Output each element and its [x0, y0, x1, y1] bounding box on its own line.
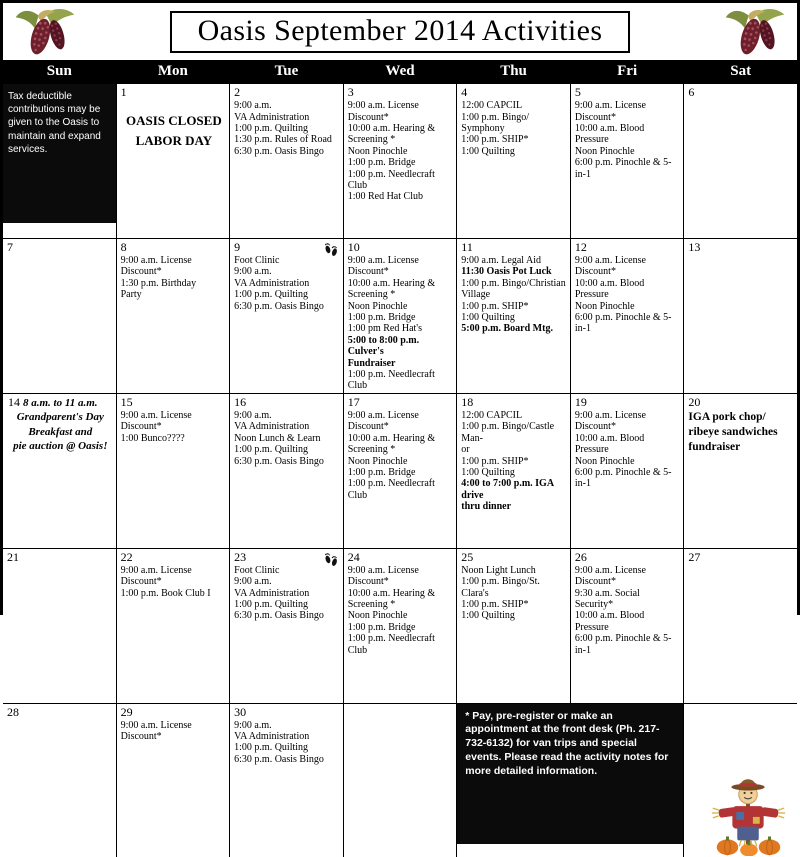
event-line: 12:00 CAPCIL [461, 100, 568, 111]
event-line: Security* [575, 599, 682, 610]
date-number: 26 [575, 551, 682, 564]
event-line: 1:00 Bunco???? [121, 433, 228, 444]
event-line: 6:00 p.m. Pinochle & 5-in-1 [575, 157, 682, 180]
event-line: 1:00 Quilting [461, 610, 568, 621]
registration-note-cell-box [457, 704, 683, 845]
event-line: Foot Clinic [234, 565, 341, 576]
event-line: Discount* [121, 576, 228, 587]
event-line: 9:00 a.m. License Discount* [348, 255, 455, 278]
date-number: 29 [121, 706, 228, 719]
event-line: 12:00 CAPCIL [461, 410, 568, 421]
event-line: 1:00 p.m. Needlecraft Club [348, 169, 455, 192]
event-line: Village [461, 289, 568, 300]
event-line: 9:00 a.m. License [575, 410, 682, 421]
calendar-cell-10 [344, 239, 457, 393]
calendar-cell-25 [457, 549, 570, 703]
event-line: Noon Pinochle [575, 456, 682, 467]
event-line: 9:00 a.m. License [121, 410, 228, 421]
event-line: 1:00 p.m. Quilting [234, 289, 341, 300]
event-line: LABOR DAY [121, 131, 228, 151]
event-line: VA Administration [234, 112, 341, 123]
event-line: 5:00 to 8:00 p.m. Culver's [348, 335, 455, 358]
calendar-cell-21 [3, 549, 116, 703]
event-line: ribeye sandwiches [688, 425, 795, 440]
event-line: Pressure [575, 289, 682, 300]
event-line: Fundraiser [348, 358, 455, 369]
footprints-icon [322, 241, 340, 262]
date-number: 28 [7, 706, 114, 719]
event-line: Breakfast and [7, 425, 114, 440]
event-line: 1:00 p.m. Needlecraft Club [348, 633, 455, 656]
date-number: 11 [461, 241, 568, 254]
event-line: Symphony [461, 123, 568, 134]
weekday-header-wed: Wed [344, 60, 457, 83]
event-line: 1:00 Quilting [461, 312, 568, 323]
date-number: 9 [234, 241, 341, 254]
event-line: 5:00 p.m. Board Mtg. [461, 323, 568, 334]
event-line: Screening * [348, 599, 455, 610]
event-line: Pressure [575, 622, 682, 633]
event-line: 1:00 p.m. SHIP* [461, 599, 568, 610]
event-line: 1:00 p.m. Book Club I [121, 588, 228, 599]
event-line: Noon Pinochle [575, 146, 682, 157]
date-number: 30 [234, 706, 341, 719]
weekday-header-sun: Sun [3, 60, 116, 83]
event-line: 6:30 p.m. Oasis Bingo [234, 456, 341, 467]
event-line: 1:00 p.m. Bingo/Castle Man- [461, 421, 568, 444]
date-number: 3 [348, 86, 455, 99]
calendar-cell-5 [571, 84, 684, 238]
event-line: 1:00 p.m. Quilting [234, 742, 341, 753]
event-line: 10:00 a.m. Blood [575, 433, 682, 444]
event-line: 10:00 a.m. Hearing & [348, 123, 455, 134]
event-line: 1:00 pm Red Hat's [348, 323, 455, 334]
event-line: 1:30 p.m. Birthday [121, 278, 228, 289]
event-line: 1:00 Red Hat Club [348, 191, 455, 202]
event-line: Foot Clinic [234, 255, 341, 266]
calendar-cell-9 [230, 239, 343, 393]
calendar-cell-8 [117, 239, 230, 393]
event-line: 6:00 p.m. Pinochle & 5-in-1 [575, 467, 682, 490]
date-number: 7 [7, 241, 114, 254]
date-number: 25 [461, 551, 568, 564]
event-line: 1:00 p.m. Bridge [348, 157, 455, 168]
date-number: 15 [121, 396, 228, 409]
event-line: 9:00 a.m. License [575, 565, 682, 576]
event-line: * Pay, pre-register or make an appointment at the front desk (Ph. 217-732-6132) for van trips and special events. Please read the activity notes for more detailed information. [465, 710, 675, 779]
date-number: 18 [461, 396, 568, 409]
event-line: VA Administration [234, 278, 341, 289]
event-line: VA Administration [234, 731, 341, 742]
event-line: 9:00 a.m. [234, 410, 341, 421]
calendar-cell-11 [457, 239, 570, 393]
event-line: Noon Pinochle [348, 301, 455, 312]
registration-note-cell [457, 704, 683, 857]
date-number: 10 [348, 241, 455, 254]
date-number: 21 [7, 551, 114, 564]
event-line: 1:00 Quilting [461, 146, 568, 157]
event-line: 10:00 a.m. Hearing & Screening * [348, 278, 455, 301]
calendar-cell-12 [571, 239, 684, 393]
calendar-cell-22 [117, 549, 230, 703]
date-number: 20 [688, 396, 795, 409]
event-line: 1:00 p.m. Quilting [234, 123, 341, 134]
tax-note-cell-box [3, 84, 116, 223]
calendar-cell-4 [457, 84, 570, 238]
scarecrow-cell [684, 704, 797, 857]
date-number: 2 [234, 86, 341, 99]
event-line: 9:00 a.m. License [121, 720, 228, 731]
calendar-cell-16 [230, 394, 343, 548]
event-line: 6:30 p.m. Oasis Bingo [234, 754, 341, 765]
event-line: Party [121, 289, 228, 300]
event-line: 9:00 a.m. License Discount* [348, 565, 455, 588]
calendar-cell-3 [344, 84, 457, 238]
event-line: Grandparent's Day [7, 410, 114, 425]
event-line: Discount* [575, 112, 682, 123]
event-line: 9:00 a.m. [234, 720, 341, 731]
calendar-cell-2 [230, 84, 343, 238]
event-line: Discount* [121, 421, 228, 432]
date-number: 13 [688, 241, 795, 254]
page-title: Oasis September 2014 Activities [198, 14, 603, 48]
event-line: Discount* [575, 421, 682, 432]
weekday-header-fri: Fri [571, 60, 684, 83]
event-line: Noon Pinochle [575, 301, 682, 312]
event-line: IGA pork chop/ [688, 410, 795, 425]
event-line: 9:00 a.m. License [121, 255, 228, 266]
calendar-cell-20 [684, 394, 797, 548]
date-number: 12 [575, 241, 682, 254]
event-line: 1:00 Quilting [461, 467, 568, 478]
event-line: 9:30 a.m. Social [575, 588, 682, 599]
event-line: 1:00 p.m. SHIP* [461, 456, 568, 467]
event-line: OASIS CLOSED [121, 111, 228, 131]
event-line: Noon Pinochle [348, 146, 455, 157]
weekday-header-mon: Mon [117, 60, 230, 83]
event-line: 1:00 p.m. Bingo/ [461, 112, 568, 123]
event-line: Noon Light Lunch [461, 565, 568, 576]
date-number: 27 [688, 551, 795, 564]
event-line: 1:00 p.m. Quilting [234, 444, 341, 455]
event-line: 10:00 a.m. Hearing & [348, 588, 455, 599]
event-line: 9:00 a.m. License Discount* [348, 100, 455, 123]
event-line: Tax deductible contributions may be given to the Oasis to maintain and expand services. [8, 90, 111, 156]
calendar-cell-23 [230, 549, 343, 703]
event-line: 1:00 p.m. Needlecraft Club [348, 369, 455, 392]
event-line: Discount* [121, 266, 228, 277]
event-line: 9:00 a.m. Legal Aid [461, 255, 568, 266]
event-line: Screening * [348, 134, 455, 145]
event-line: VA Administration [234, 588, 341, 599]
event-line: 8 a.m. to 11 a.m. [7, 396, 114, 411]
calendar-cell-17 [344, 394, 457, 548]
event-line: or [461, 444, 568, 455]
calendar-cell [344, 704, 457, 857]
event-line: fundraiser [688, 440, 795, 455]
date-number: 22 [121, 551, 228, 564]
footprints-icon [322, 551, 340, 572]
event-line: 11:30 Oasis Pot Luck [461, 266, 568, 277]
corn-icon [13, 6, 77, 63]
date-number: 17 [348, 396, 455, 409]
event-line: 1:00 p.m. SHIP* [461, 134, 568, 145]
calendar-cell-26 [571, 549, 684, 703]
event-line: Noon Lunch & Learn [234, 433, 341, 444]
tax-note-cell [3, 84, 116, 238]
event-line: thru dinner [461, 501, 568, 512]
event-line: 1:00 p.m. Bingo/Christian [461, 278, 568, 289]
calendar-grid [3, 60, 797, 857]
event-line: 9:00 a.m. License [121, 565, 228, 576]
event-line: 4:00 to 7:00 p.m. IGA drive [461, 478, 568, 501]
date-number: 8 [121, 241, 228, 254]
event-line: 10:00 a.m. Blood [575, 278, 682, 289]
title-bar [3, 3, 797, 60]
event-line: 1:00 p.m. Quilting [234, 599, 341, 610]
event-line: Discount* [575, 266, 682, 277]
event-line: 10:00 a.m. Blood [575, 123, 682, 134]
event-line: Noon Pinochle [348, 610, 455, 621]
calendar-cell-14 [3, 394, 116, 548]
date-number: 24 [348, 551, 455, 564]
event-line: 6:30 p.m. Oasis Bingo [234, 610, 341, 621]
event-line: Discount* [575, 576, 682, 587]
event-line: Noon Pinochle [348, 456, 455, 467]
calendar-cell-27 [684, 549, 797, 703]
date-number: 19 [575, 396, 682, 409]
event-line: 1:00 p.m. Bridge [348, 467, 455, 478]
calendar-cell-28 [3, 704, 116, 857]
event-line: 9:00 a.m. [234, 576, 341, 587]
event-line: Clara's [461, 588, 568, 599]
event-line: 9:00 a.m. License [575, 255, 682, 266]
event-line: Pressure [575, 134, 682, 145]
calendar-cell-7 [3, 239, 116, 393]
calendar-cell-30 [230, 704, 343, 857]
date-number: 16 [234, 396, 341, 409]
weekday-header-thu: Thu [457, 60, 570, 83]
calendar-cell-15 [117, 394, 230, 548]
event-line: Screening * [348, 444, 455, 455]
event-line: 9:00 a.m. [234, 266, 341, 277]
calendar-cell-6 [684, 84, 797, 238]
event-line: 9:00 a.m. License Discount* [348, 410, 455, 433]
event-line: 1:00 p.m. SHIP* [461, 301, 568, 312]
event-line: 6:00 p.m. Pinochle & 5-in-1 [575, 312, 682, 335]
event-line: 10:00 a.m. Hearing & [348, 433, 455, 444]
event-line: VA Administration [234, 421, 341, 432]
scarecrow-icon [701, 770, 796, 856]
weekday-header-tue: Tue [230, 60, 343, 83]
date-number: 4 [461, 86, 568, 99]
event-line: 1:00 p.m. Bridge [348, 622, 455, 633]
date-number: 23 [234, 551, 341, 564]
event-line: 1:00 p.m. Bingo/St. [461, 576, 568, 587]
corn-icon [723, 6, 787, 63]
event-line: 1:00 p.m. Bridge [348, 312, 455, 323]
event-line: Discount* [121, 731, 228, 742]
event-line: 10:00 a.m. Blood [575, 610, 682, 621]
weekday-header-sat: Sat [684, 60, 797, 83]
event-line: 9:00 a.m. [234, 100, 341, 111]
event-line: 1:00 p.m. Needlecraft Club [348, 478, 455, 501]
calendar-cell-19 [571, 394, 684, 548]
calendar-cell-29 [117, 704, 230, 857]
date-number: 14 [8, 396, 20, 409]
event-line: 1:30 p.m. Rules of Road [234, 134, 341, 145]
title-box [170, 11, 631, 53]
event-line: 6:30 p.m. Oasis Bingo [234, 301, 341, 312]
date-number: 5 [575, 86, 682, 99]
date-number: 1 [121, 86, 228, 99]
event-line: 9:00 a.m. License [575, 100, 682, 111]
event-line: pie auction @ Oasis! [7, 439, 114, 454]
calendar-cell-13 [684, 239, 797, 393]
calendar-cell-1 [117, 84, 230, 238]
event-line: Pressure [575, 444, 682, 455]
calendar-cell-18 [457, 394, 570, 548]
calendar-cell-24 [344, 549, 457, 703]
event-line: 6:00 p.m. Pinochle & 5-in-1 [575, 633, 682, 656]
event-line: 6:30 p.m. Oasis Bingo [234, 146, 341, 157]
date-number: 6 [688, 86, 795, 99]
